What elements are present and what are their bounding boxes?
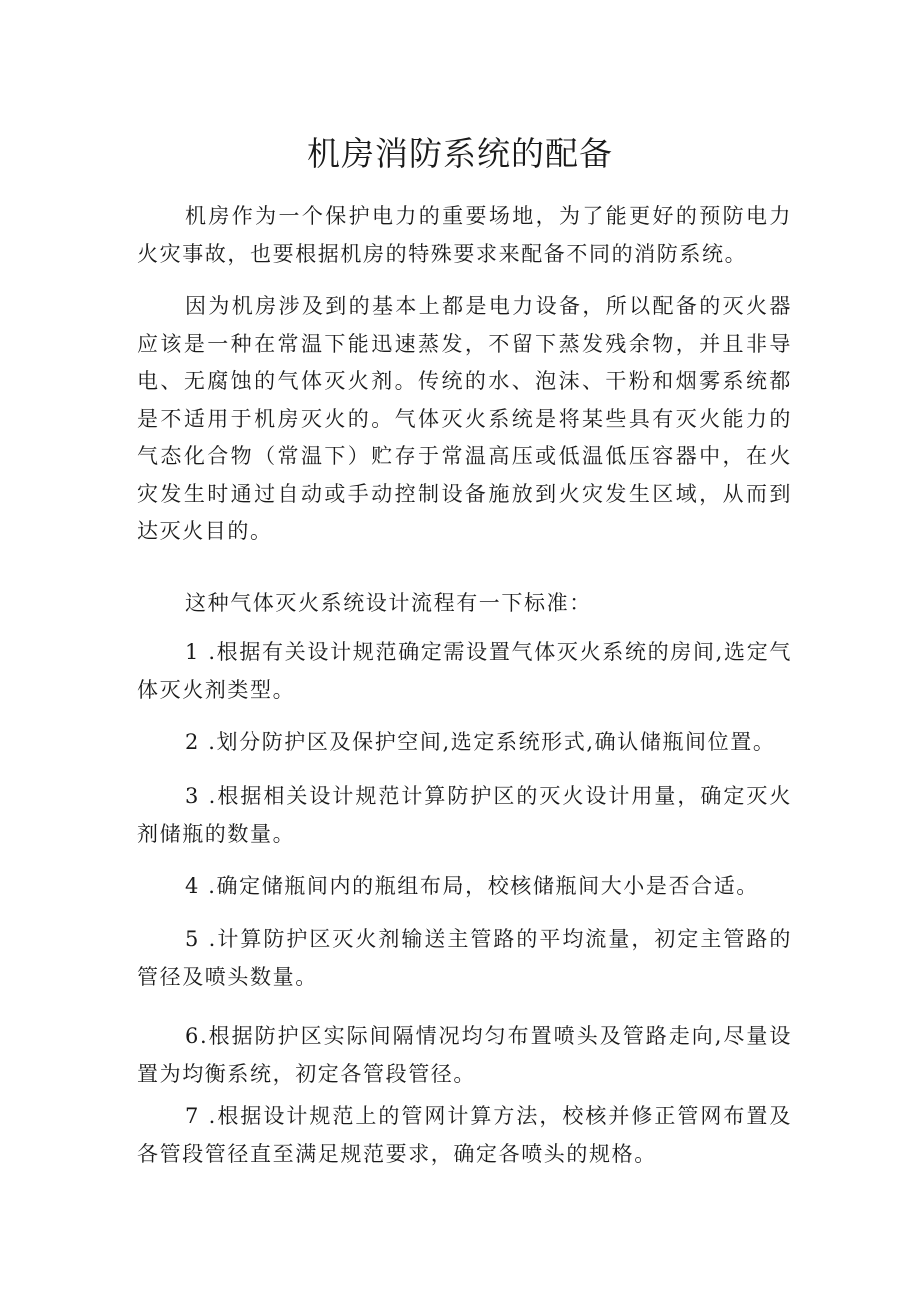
document-title: 机房消防系统的配备 (307, 134, 613, 173)
step-1-paragraph: 1 .根据有关设计规范确定需设置气体灭火系统的房间,选定气体灭火剂类型。 (137, 640, 792, 702)
intro-paragraph: 机房作为一个保护电力的重要场地，为了能更好的预防电力火灾事故，也要根据机房的特殊要求来配备不同的消防系统。 (137, 204, 792, 266)
extinguisher-paragraph: 因为机房涉及到的基本上都是电力设备，所以配备的灭火器应该是一种在常温下能迅速蒸发，不留下蒸发残余物，并且非导电、无腐蚀的气体灭火剂。传统的水、泡沫、干粉和烟雾系统都是不适用于机房灭火的。气体灭火系统是将某些具有灭火能力的气态化合物（常温下）贮存于常温高压或低温低压容器中，在火灾发生时通过自动或手动控制设备施放到火灾发生区域，从而到达灭火目的。 (137, 294, 792, 543)
step-5-paragraph: 5 .计算防护区灭火剂输送主管路的平均流量，初定主管路的管径及喷头数量。 (137, 927, 792, 989)
design-standard-heading: 这种气体灭火系统设计流程有一下标准： (185, 591, 592, 615)
step-2-paragraph: 2 .划分防护区及保护空间,选定系统形式,确认储瓶间位置。 (185, 730, 776, 754)
step-4-paragraph: 4 .确定储瓶间内的瓶组布局，校核储瓶间大小是否合适。 (185, 874, 759, 898)
step-7-paragraph: 7 .根据设计规范上的管网计算方法，校核并修正管网布置及各管段管径直至满足规范要求，确定各喷头的规格。 (137, 1104, 792, 1166)
step-6-paragraph: 6.根据防护区实际间隔情况均匀布置喷头及管路走向,尽量设置为均衡系统，初定各管段管径。 (137, 1024, 792, 1086)
step-3-paragraph: 3 .根据相关设计规范计算防护区的灭火设计用量，确定灭火剂储瓶的数量。 (137, 784, 792, 846)
